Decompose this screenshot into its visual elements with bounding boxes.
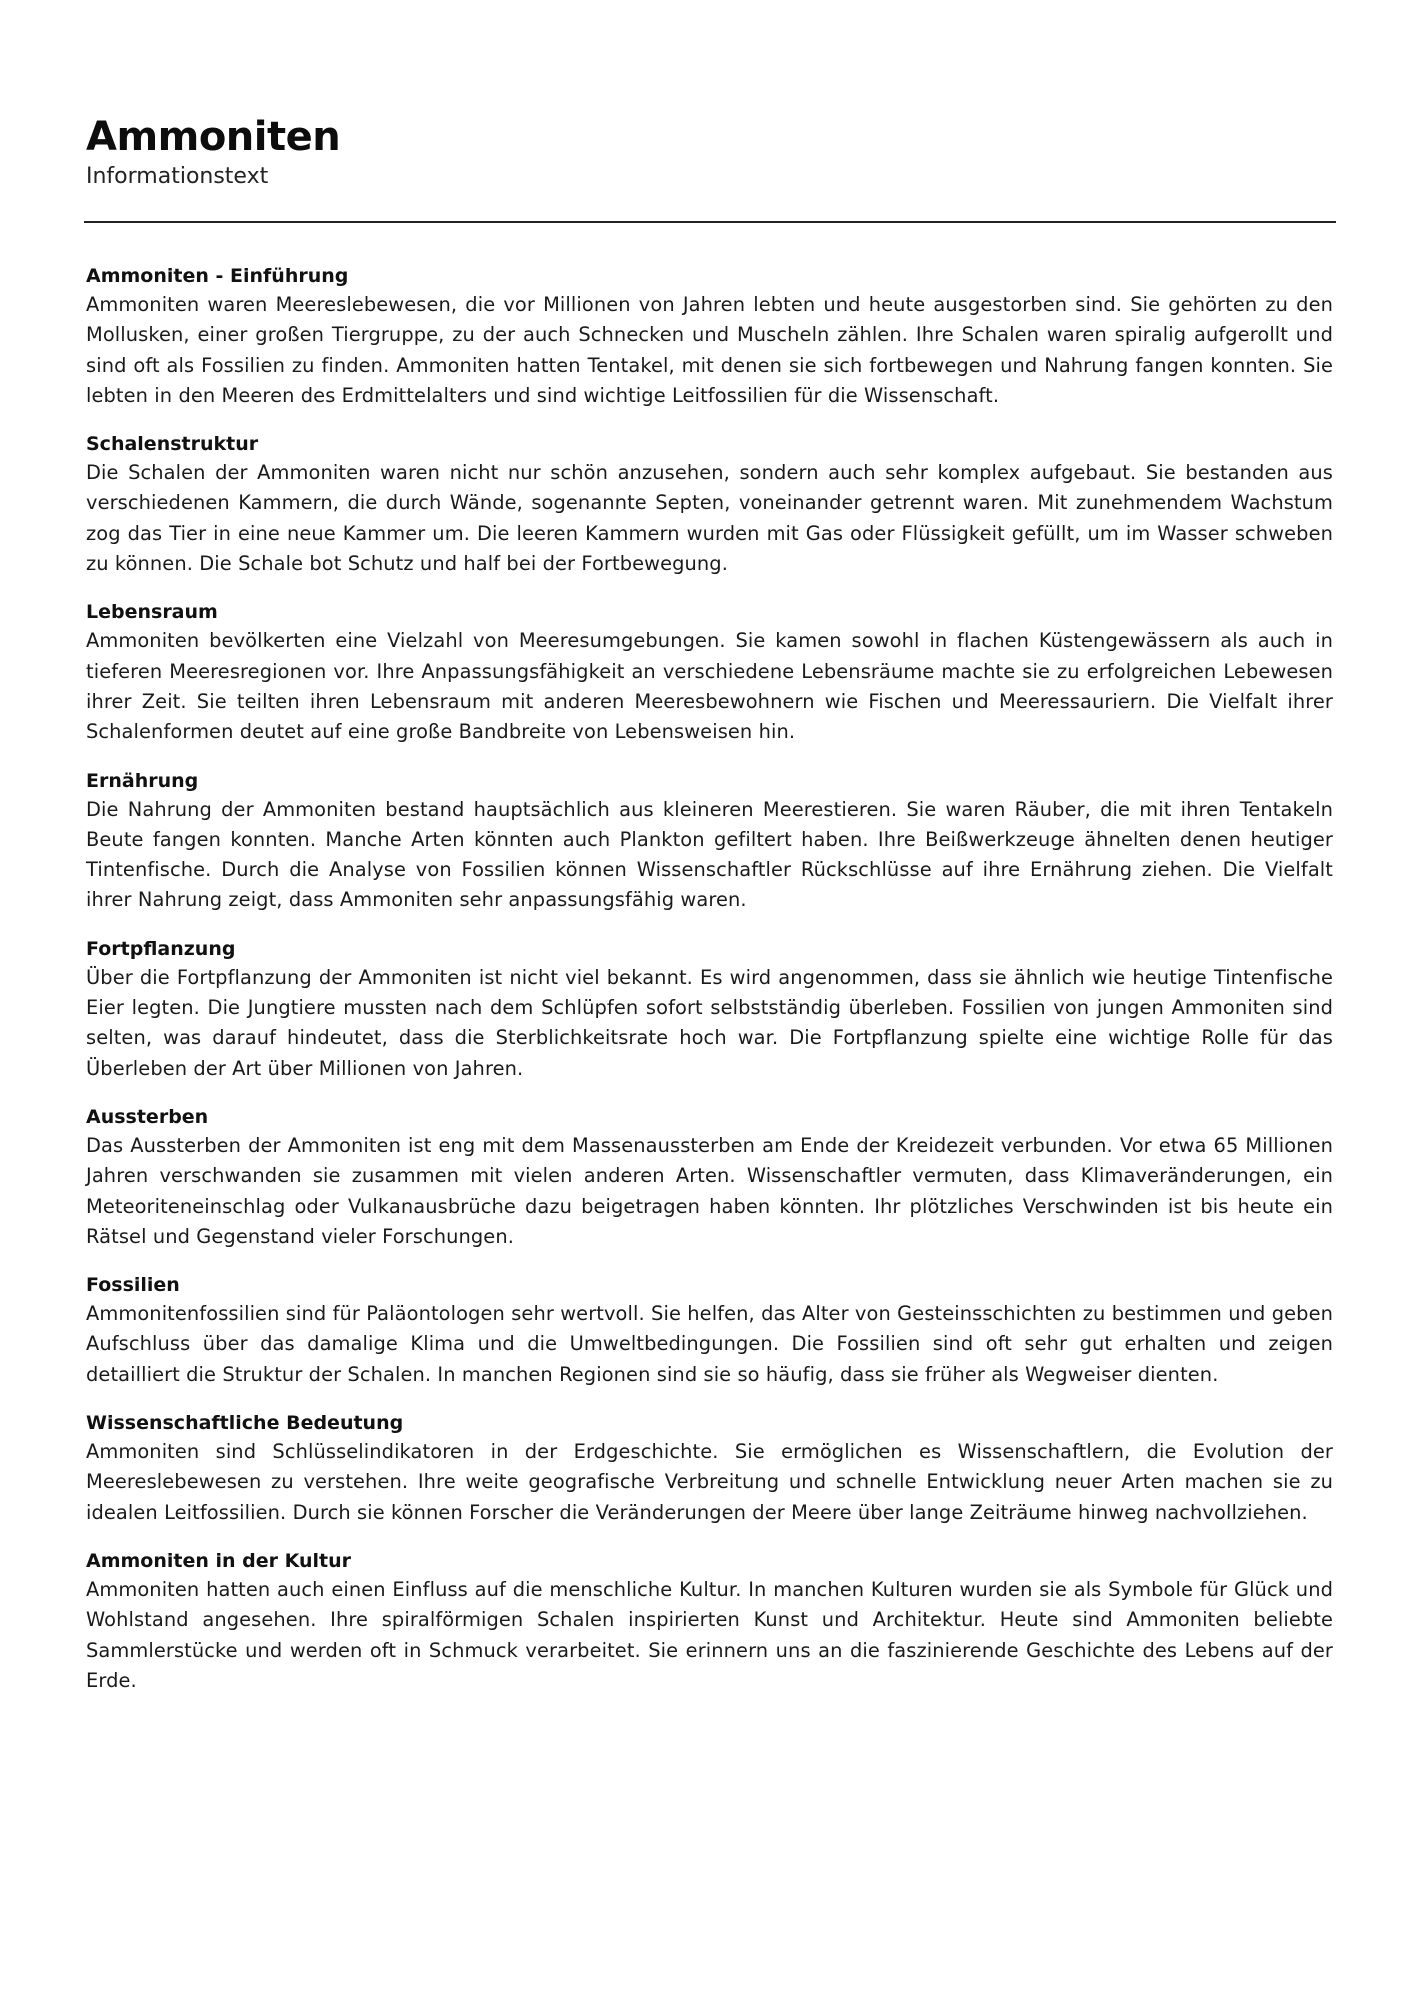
section-habitat [86, 598, 1333, 747]
section-heading: Wissenschaftliche Bedeutung [86, 1412, 404, 1435]
section-reproduction [86, 935, 1333, 1084]
section-shell-structure [86, 430, 1333, 579]
section-heading: Fossilien [86, 1274, 180, 1297]
section-fossils [86, 1271, 1333, 1390]
section-introduction [86, 262, 1333, 411]
section-heading: Fortpflanzung [86, 937, 236, 960]
document-body [86, 262, 1333, 1715]
section-nutrition [86, 767, 1333, 916]
section-paragraph: Ammoniten waren Meereslebewesen, die vor Millionen von Jahren lebten und heute ausgestorben sind. Sie gehörten zu den Mollusken, einer großen Tiergruppe, zu der auch Schnecken und Muscheln zählen. Ihre Schalen waren spiralig aufgerollt und sind oft als Fossilien zu finden. Ammoniten hatten Tentakel, mit denen sie sich fortbewegen und Nahrung fangen konnten. Sie lebten in den Meeren des Erdmittelalters und sind wichtige Leitfossilien für die Wissenschaft. [86, 293, 1333, 407]
section-paragraph: Die Schalen der Ammoniten waren nicht nur schön anzusehen, sondern auch sehr komplex aufgebaut. Sie bestanden aus verschiedenen Kammern, die durch Wände, sogenannte Septen, voneinander getrennt waren. Mit zunehmendem Wachstum zog das Tier in eine neue Kammer um. Die leeren Kammern wurden mit Gas oder Flüssigkeit gefüllt, um im Wasser schweben zu können. Die Schale bot Schutz und half bei der Fortbewegung. [86, 461, 1333, 576]
section-scientific-importance [86, 1409, 1333, 1528]
section-paragraph: Ammoniten hatten auch einen Einfluss auf die menschliche Kultur. In manchen Kulturen wurden sie als Symbole für Glück und Wohlstand angesehen. Ihre spiralförmigen Schalen inspirierten Kunst und Architektur. Heute sind Ammoniten beliebte Sammlerstücke und werden oft in Schmuck verarbeitet. Sie erinnern uns an die faszinierende Geschichte des Lebens auf der Erde. [86, 1577, 1333, 1692]
section-paragraph: Die Nahrung der Ammoniten bestand hauptsächlich aus kleineren Meerestieren. Sie waren Räuber, die mit ihren Tentakeln Beute fangen konnten. Manche Arten könnten auch Plankton gefiltert haben. Ihre Beißwerkzeuge ähnelten denen heutiger Tintenfische. Durch die Analyse von Fossilien können Wissenschaftler Rückschlüsse auf ihre Ernährung ziehen. Die Vielfalt ihrer Nahrung zeigt, dass Ammoniten sehr anpassungsfähig waren. [86, 797, 1333, 912]
section-paragraph: Ammonitenfossilien sind für Paläontologen sehr wertvoll. Sie helfen, das Alter von Gesteinsschichten zu bestimmen und geben Aufschluss über das damalige Klima und die Umweltbedingungen. Die Fossilien sind oft sehr gut erhalten und zeigen detailliert die Struktur der Schalen. In manchen Regionen sind sie so häufig, dass sie früher als Wegweiser dienten. [86, 1302, 1333, 1386]
section-heading: Aussterben [86, 1105, 209, 1128]
document-title: Ammoniten [86, 114, 341, 160]
section-heading: Ammoniten in der Kultur [86, 1549, 352, 1572]
section-paragraph: Ammoniten sind Schlüsselindikatoren in der Erdgeschichte. Sie ermöglichen es Wissenschaftlern, die Evolution der Meereslebewesen zu verstehen. Ihre weite geografische Verbreitung und schnelle Entwicklung neuer Arten machen sie zu idealen Leitfossilien. Durch sie können Forscher die Veränderungen der Meere über lange Zeiträume hinweg nachvollziehen. [86, 1440, 1333, 1524]
section-heading: Lebensraum [86, 601, 218, 624]
section-heading: Ammoniten - Einführung [86, 265, 349, 287]
section-paragraph: Das Aussterben der Ammoniten ist eng mit dem Massenaussterben am Ende der Kreidezeit verbunden. Vor etwa 65 Millionen Jahren verschwanden sie zusammen mit vielen anderen Arten. Wissenschaftler vermuten, dass Klimaveränderungen, ein Meteoriteneinschlag oder Vulkanausbrüche dazu beigetragen haben könnten. Ihr plötzliches Verschwinden ist bis heute ein Rätsel und Gegenstand vieler Forschungen. [86, 1133, 1333, 1248]
header-divider [84, 221, 1336, 223]
section-extinction [86, 1103, 1333, 1252]
section-culture [86, 1547, 1333, 1696]
document-subtitle: Informationstext [86, 164, 269, 189]
section-paragraph: Ammoniten bevölkerten eine Vielzahl von Meeresumgebungen. Sie kamen sowohl in flachen Küstengewässern als auch in tieferen Meeresregionen vor. Ihre Anpassungsfähigkeit an verschiedene Lebensräume machte sie zu erfolgreichen Lebewesen ihrer Zeit. Sie teilten ihren Lebensraum mit anderen Meeresbewohnern wie Fischen und Meeressauriern. Die Vielfalt ihrer Schalenformen deutet auf eine große Bandbreite von Lebensweisen hin. [86, 629, 1333, 744]
document-header [86, 112, 1336, 192]
section-heading: Ernährung [86, 769, 199, 792]
section-heading: Schalenstruktur [86, 433, 259, 456]
section-paragraph: Über die Fortpflanzung der Ammoniten ist nicht viel bekannt. Es wird angenommen, dass sie ähnlich wie heutige Tintenfische Eier legten. Die Jungtiere mussten nach dem Schlüpfen sofort selbstständig überleben. Fossilien von jungen Ammoniten sind selten, was darauf hindeutet, dass die Sterblichkeitsrate hoch war. Die Fortpflanzung spielte eine wichtige Rolle für das Überleben der Art über Millionen von Jahren. [86, 965, 1333, 1080]
